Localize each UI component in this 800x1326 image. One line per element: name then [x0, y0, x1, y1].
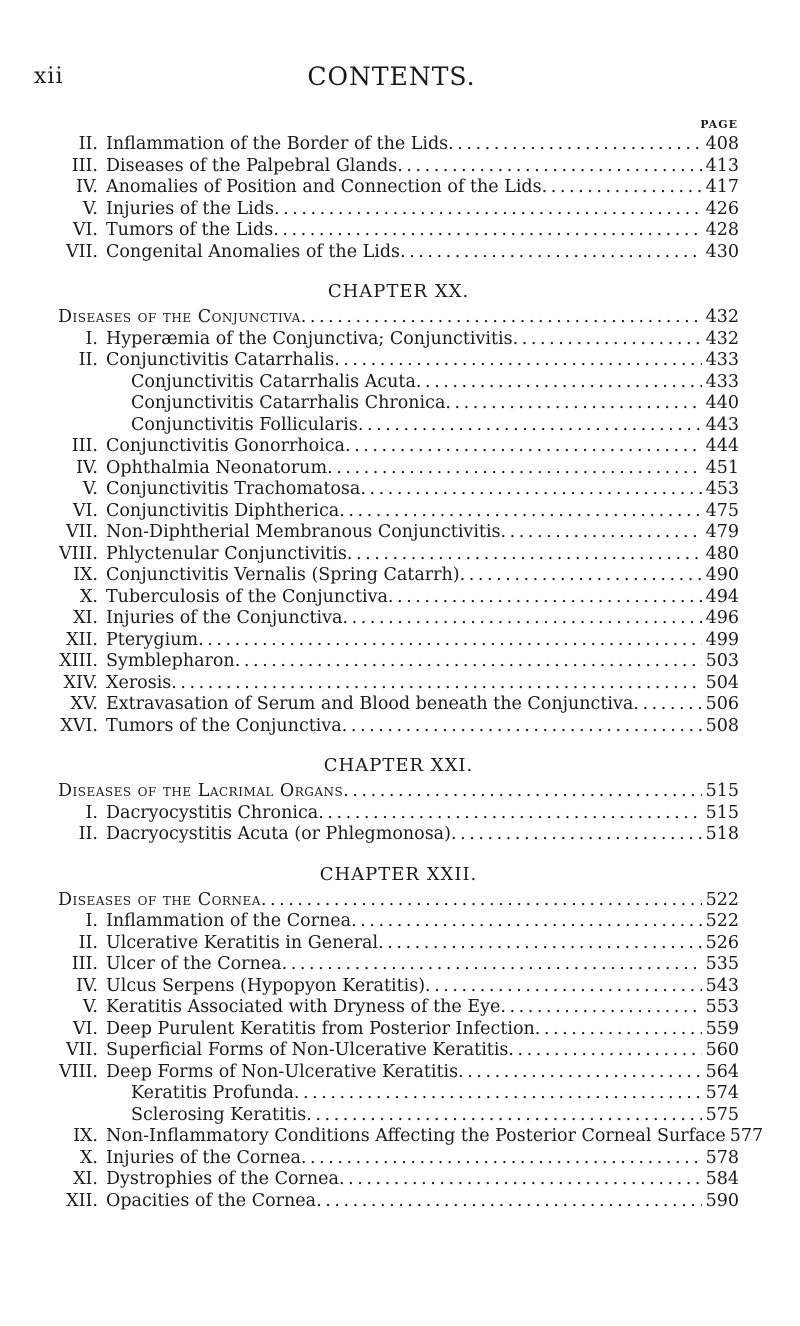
entry-line — [106, 501, 739, 523]
entry-title: Inflammation of the Cornea — [106, 911, 352, 931]
entry-title: Ulcus Serpens (Hypopyon Keratitis) — [106, 975, 426, 996]
entry-title: Tumors of the Conjunctiva — [106, 715, 342, 736]
entry-number: II. — [78, 932, 98, 953]
entry-title: Non-Inflammatory Conditions Affecting the Posterior Corneal Surface — [106, 1126, 726, 1146]
entry-line — [58, 781, 739, 803]
entry-line — [106, 522, 739, 544]
entry-page-number: 443 — [705, 414, 739, 435]
entry-line — [106, 608, 739, 630]
entry-number: XII. — [66, 1190, 98, 1211]
entry-page-number: 432 — [705, 328, 739, 349]
dot-leader — [416, 372, 702, 394]
entry-page-number: 490 — [705, 565, 739, 585]
entry-line — [106, 630, 739, 652]
dot-leader — [306, 1105, 701, 1127]
toc-entry — [58, 630, 739, 652]
entry-page-number: 577 — [729, 1126, 764, 1146]
dot-leader — [347, 544, 702, 566]
chapter-heading-label: CHAPTER XXI. — [323, 755, 474, 776]
dot-leader — [339, 1169, 702, 1191]
entry-line — [106, 199, 739, 221]
entry-page-number: 432 — [705, 307, 739, 327]
chapter-heading-label: CHAPTER XXII. — [319, 863, 478, 885]
toc-entry — [58, 673, 739, 695]
entry-number: VIII. — [59, 543, 98, 564]
dot-leader — [235, 651, 702, 673]
entry-number: III. — [71, 155, 98, 176]
entry-number: V. — [82, 198, 98, 219]
entry-title: Diseases of the Palpebral Glands — [106, 155, 398, 176]
entry-number: V. — [82, 997, 98, 1017]
entry-page-number: 444 — [705, 436, 739, 456]
entry-number: XV. — [70, 694, 98, 714]
entry-number: XIV. — [63, 672, 98, 693]
entry-title: Dacryocystitis Chronica — [106, 802, 319, 823]
entry-page-number: 475 — [705, 500, 739, 521]
entry-title: Keratitis Profunda — [131, 1083, 294, 1103]
entry-page-number: 584 — [705, 1169, 739, 1189]
entry-line — [131, 1083, 739, 1105]
entry-title: Sclerosing Keratitis — [131, 1104, 307, 1125]
entry-page-number: 413 — [705, 155, 739, 176]
entry-title: Congenital Anomalies of the Lids — [106, 241, 401, 262]
entry-line — [106, 803, 739, 825]
entry-number: I. — [85, 802, 98, 823]
entry-title: Injuries of the Conjunctiva — [106, 608, 343, 628]
chapter-heading — [58, 737, 739, 781]
entry-page-number: 504 — [705, 672, 739, 693]
entry-page-number: 480 — [705, 543, 739, 564]
entry-title: Anomalies of Position and Connection of the Lids — [106, 177, 542, 197]
toc-entry — [58, 479, 739, 501]
dot-leader — [339, 501, 701, 523]
toc-entry — [58, 134, 739, 156]
entry-number: XVI. — [60, 715, 98, 736]
entry-page-number: 503 — [705, 651, 739, 671]
entry-page-number: 499 — [705, 629, 739, 650]
dot-leader — [360, 479, 701, 501]
toc-entry — [58, 911, 739, 933]
entry-page-number: 564 — [705, 1061, 739, 1082]
entry-number: X. — [79, 586, 98, 607]
entry-page-number: 428 — [705, 220, 739, 240]
page-column-label: PAGE — [700, 118, 738, 131]
entry-title: Conjunctivitis Trachomatosa — [106, 479, 361, 499]
entry-number: VII. — [65, 1040, 98, 1060]
entry-title: Conjunctivitis Diphtherica — [106, 500, 340, 521]
entry-number: V. — [82, 479, 98, 499]
entry-line — [106, 587, 739, 609]
dot-leader — [327, 458, 702, 480]
entry-title: Phlyctenular Conjunctivitis — [106, 543, 347, 564]
toc-entry — [58, 522, 739, 544]
toc-entry — [58, 242, 739, 264]
entry-title: Deep Forms of Non-Ulcerative Keratitis — [106, 1061, 459, 1082]
dot-leader — [633, 694, 701, 716]
entry-page-number: 535 — [705, 954, 739, 974]
section-heading-entry — [58, 307, 739, 329]
entry-line — [106, 694, 739, 716]
page-folio: xii — [34, 64, 64, 89]
entry-line — [106, 242, 739, 264]
dot-leader — [294, 1083, 702, 1105]
entry-number: X. — [79, 1147, 98, 1168]
toc-entry — [58, 544, 739, 566]
dot-leader — [171, 673, 701, 695]
entry-title: Ophthalmia Neonatorum — [106, 457, 328, 478]
entry-line — [131, 415, 739, 437]
entry-number: VI. — [72, 500, 98, 521]
toc-entry — [58, 1040, 739, 1062]
entry-line — [106, 1040, 739, 1062]
entry-page-number: 408 — [705, 134, 739, 154]
entry-line — [106, 479, 739, 501]
entry-title: Diseases of the Lacrimal Organs — [58, 781, 344, 801]
dot-leader — [273, 220, 701, 242]
entry-number: XI. — [73, 1169, 98, 1189]
toc-entry — [58, 1105, 739, 1127]
toc-entry — [58, 803, 739, 825]
entry-page-number: 578 — [705, 1147, 739, 1168]
toc-entry — [58, 716, 739, 738]
entry-line — [106, 651, 739, 673]
toc-entry — [58, 415, 739, 437]
entry-page-number: 451 — [705, 457, 739, 478]
dot-leader — [301, 307, 702, 329]
dot-leader — [542, 177, 702, 199]
dot-leader — [282, 954, 702, 976]
entry-title: Conjunctivitis Gonorrhoica — [106, 436, 345, 456]
entry-title: Conjunctivitis Catarrhalis Acuta — [131, 371, 416, 392]
entry-line — [106, 1126, 764, 1148]
entry-title: Injuries of the Cornea — [106, 1147, 301, 1168]
entry-page-number: 522 — [705, 911, 739, 931]
entry-line — [106, 544, 739, 566]
entry-number: VII. — [65, 241, 98, 262]
entry-title: Hyperæmia of the Conjunctiva; Conjunctivitis — [106, 328, 513, 349]
entry-line — [106, 673, 739, 695]
dot-leader — [316, 1191, 702, 1213]
toc-entry — [58, 350, 739, 372]
entry-line — [106, 1019, 739, 1041]
entry-line — [131, 393, 739, 415]
entry-page-number: 515 — [705, 802, 739, 823]
toc-entry — [58, 587, 739, 609]
entry-line — [131, 372, 739, 394]
entry-title: Ulcer of the Cornea — [106, 954, 282, 974]
toc-entry — [58, 976, 739, 998]
entry-title: Conjunctivitis Catarrhalis Chronica — [131, 393, 446, 413]
dot-leader — [351, 911, 702, 933]
entry-number: XIII. — [59, 651, 98, 671]
entry-number: VII. — [65, 522, 98, 542]
entry-line — [106, 156, 739, 178]
entry-title: Diseases of the Cornea — [58, 889, 261, 910]
entry-title: Diseases of the Conjunctiva — [58, 307, 301, 327]
toc-entry — [58, 824, 739, 846]
entry-line — [58, 307, 739, 329]
entry-page-number: 590 — [705, 1190, 739, 1211]
entry-page-number: 543 — [705, 975, 739, 996]
entry-page-number: 426 — [705, 198, 739, 219]
entry-title: Opacities of the Cornea — [106, 1190, 317, 1211]
entry-line — [106, 177, 739, 199]
entry-line — [106, 350, 739, 372]
toc-entry — [58, 651, 739, 673]
page-header — [34, 62, 749, 92]
entry-line — [106, 716, 739, 738]
toc-entry — [58, 393, 739, 415]
entry-page-number: 526 — [705, 932, 739, 953]
running-title: CONTENTS. — [307, 62, 476, 91]
entry-title: Deep Purulent Keratitis from Posterior Infection — [106, 1018, 535, 1039]
entry-page-number: 553 — [705, 997, 739, 1017]
entry-line — [106, 954, 739, 976]
entry-number: III. — [71, 954, 98, 974]
entry-number: IX. — [73, 565, 98, 585]
entry-title: Conjunctivitis Follicularis — [131, 414, 358, 435]
dot-leader — [342, 716, 702, 738]
entry-line — [106, 1148, 739, 1170]
section-heading-entry — [58, 890, 739, 912]
entry-number: XI. — [73, 608, 98, 628]
entry-title: Tumors of the Lids — [106, 220, 274, 240]
entry-number: VI. — [72, 220, 98, 240]
dot-leader — [318, 803, 701, 825]
entry-line — [106, 933, 739, 955]
dot-leader — [501, 522, 702, 544]
entry-title: Dystrophies of the Cornea — [106, 1169, 339, 1189]
entry-page-number: 574 — [705, 1083, 739, 1103]
dot-leader — [334, 350, 701, 372]
entry-number: III. — [71, 436, 98, 456]
entry-title: Dacryocystitis Acuta (or Phlegmonosa) — [106, 824, 451, 844]
dot-leader — [301, 1148, 702, 1170]
entry-title: Symblepharon — [106, 651, 235, 671]
dot-leader — [445, 393, 701, 415]
dot-leader — [378, 933, 702, 955]
section-heading-entry — [58, 781, 739, 803]
entry-page-number: 508 — [705, 715, 739, 736]
entry-title: Inflammation of the Border of the Lids — [106, 134, 449, 154]
entry-number: VI. — [72, 1018, 98, 1039]
dot-leader — [425, 976, 702, 998]
entry-number: IV. — [75, 177, 98, 197]
dot-leader — [458, 1062, 702, 1084]
entry-page-number: 494 — [705, 586, 739, 607]
entry-number: II. — [78, 824, 98, 844]
dot-leader — [261, 890, 702, 912]
dot-leader — [388, 587, 702, 609]
entry-page-number: 560 — [705, 1040, 739, 1060]
entry-page-number: 433 — [705, 350, 739, 370]
entry-line — [106, 997, 739, 1019]
entry-title: Ulcerative Keratitis in General — [106, 932, 379, 953]
dot-leader — [345, 436, 702, 458]
toc-entry — [58, 694, 739, 716]
entry-line — [106, 329, 739, 351]
toc-entry — [58, 372, 739, 394]
dot-leader — [513, 329, 702, 351]
dot-leader — [198, 630, 702, 652]
dot-leader — [508, 1040, 701, 1062]
dot-leader — [400, 242, 702, 264]
chapter-heading — [58, 846, 739, 890]
entry-line — [58, 890, 739, 912]
toc-entry — [58, 565, 739, 587]
chapter-heading — [58, 263, 739, 307]
entry-number: IV. — [75, 975, 98, 996]
toc-entry — [58, 608, 739, 630]
entry-page-number: 559 — [705, 1018, 739, 1039]
table-of-contents — [58, 134, 764, 1212]
dot-leader — [342, 608, 701, 630]
dot-leader — [460, 565, 702, 587]
toc-entry — [58, 329, 739, 351]
entry-page-number: 453 — [705, 479, 739, 499]
toc-entry — [58, 1191, 739, 1213]
dot-leader — [448, 134, 701, 156]
toc-entry — [58, 220, 739, 242]
toc-entry — [58, 1148, 739, 1170]
dot-leader — [451, 824, 702, 846]
entry-line — [106, 1062, 739, 1084]
entry-line — [106, 976, 739, 998]
entry-title: Superficial Forms of Non-Ulcerative Keratitis — [106, 1040, 509, 1060]
toc-entry — [58, 436, 739, 458]
toc-entry — [58, 1169, 739, 1191]
entry-line — [106, 1191, 739, 1213]
entry-line — [106, 824, 739, 846]
toc-entry — [58, 156, 739, 178]
toc-entry — [58, 1126, 764, 1148]
entry-number: II. — [78, 350, 98, 370]
entry-line — [106, 436, 739, 458]
dot-leader — [358, 415, 702, 437]
entry-page-number: 518 — [705, 824, 739, 844]
entry-line — [106, 565, 739, 587]
entry-line — [106, 1169, 739, 1191]
entry-title: Non-Diphtherial Membranous Conjunctivitis — [106, 522, 501, 542]
entry-title: Tuberculosis of the Conjunctiva — [106, 586, 388, 607]
entry-page-number: 522 — [705, 889, 739, 910]
entry-number: II. — [78, 134, 98, 154]
entry-number: I. — [85, 911, 98, 931]
entry-title: Keratitis Associated with Dryness of the Eye — [106, 997, 501, 1017]
entry-page-number: 417 — [705, 177, 739, 197]
entry-page-number: 496 — [705, 608, 739, 628]
entry-number: IV. — [75, 457, 98, 478]
entry-page-number: 479 — [705, 522, 739, 542]
toc-entry — [58, 1019, 739, 1041]
dot-leader — [535, 1019, 702, 1041]
entry-page-number: 575 — [705, 1104, 739, 1125]
entry-number: VIII. — [59, 1061, 98, 1082]
dot-leader — [397, 156, 701, 178]
dot-leader — [274, 199, 702, 221]
entry-page-number: 440 — [705, 393, 739, 413]
chapter-heading-label: CHAPTER XX. — [327, 281, 470, 302]
dot-leader — [343, 781, 701, 803]
entry-title: Extravasation of Serum and Blood beneath the Conjunctiva — [106, 694, 634, 714]
entry-title: Conjunctivitis Vernalis (Spring Catarrh) — [106, 565, 460, 585]
toc-entry — [58, 458, 739, 480]
toc-entry — [58, 1062, 739, 1084]
entry-page-number: 430 — [705, 241, 739, 262]
entry-line — [106, 911, 739, 933]
entry-page-number: 515 — [705, 781, 739, 801]
toc-entry — [58, 1083, 739, 1105]
toc-entry — [58, 997, 739, 1019]
entry-number: IX. — [73, 1126, 98, 1146]
entry-title: Pterygium — [106, 629, 199, 650]
toc-entry — [58, 933, 739, 955]
toc-entry — [58, 501, 739, 523]
entry-title: Conjunctivitis Catarrhalis — [106, 350, 335, 370]
entry-title: Xerosis — [106, 672, 172, 693]
entry-number: XII. — [66, 629, 98, 650]
toc-entry — [58, 954, 739, 976]
entry-number: I. — [85, 328, 98, 349]
entry-line — [106, 458, 739, 480]
entry-page-number: 506 — [705, 694, 739, 714]
toc-entry — [58, 199, 739, 221]
entry-line — [131, 1105, 739, 1127]
entry-line — [106, 220, 739, 242]
entry-page-number: 433 — [705, 371, 739, 392]
entry-line — [106, 134, 739, 156]
toc-entry — [58, 177, 739, 199]
entry-title: Injuries of the Lids — [106, 198, 274, 219]
dot-leader — [500, 997, 701, 1019]
